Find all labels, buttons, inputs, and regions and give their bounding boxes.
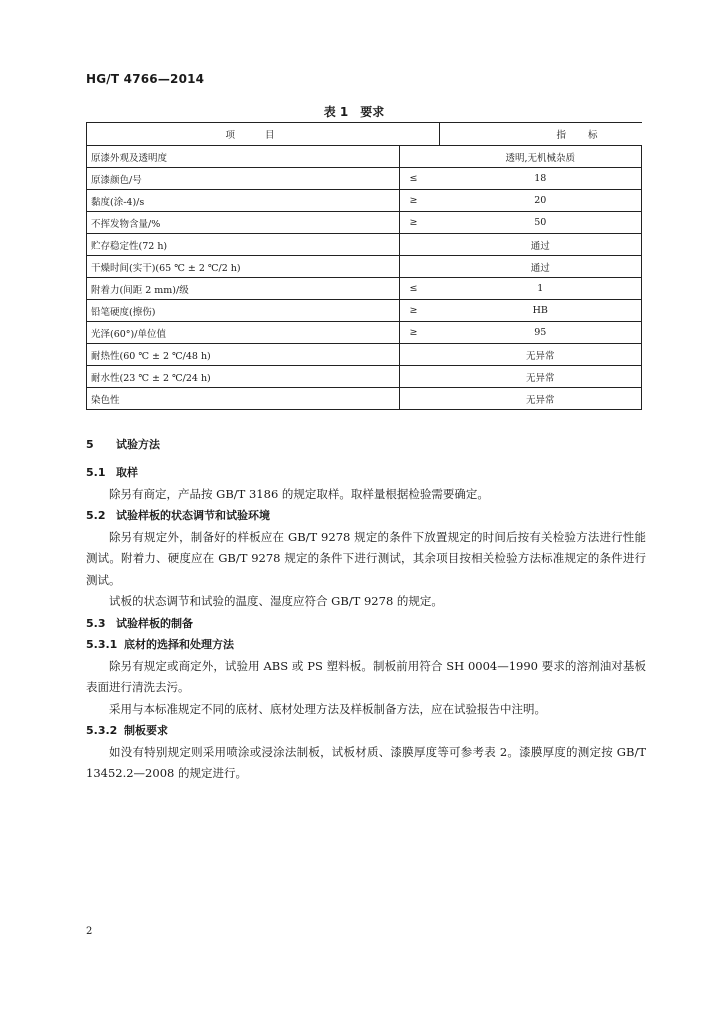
table-row bbox=[87, 366, 642, 388]
row-value: 通过 bbox=[440, 234, 642, 256]
heading-number: 5.1 bbox=[86, 466, 106, 479]
row-item: 贮存稳定性(72 h) bbox=[87, 234, 400, 256]
row-operator bbox=[400, 256, 440, 278]
heading-title: 取样 bbox=[116, 466, 138, 479]
row-value: 1 bbox=[440, 278, 642, 300]
row-value: 50 bbox=[440, 212, 642, 234]
table-row bbox=[87, 322, 642, 344]
row-value: 无异常 bbox=[440, 366, 642, 388]
row-operator: ≥ bbox=[400, 322, 440, 344]
paragraph: 采用与本标准规定不同的底材、底材处理方法及样板制备方法，应在试验报告中注明。 bbox=[109, 701, 546, 716]
table-row bbox=[87, 190, 642, 212]
row-operator bbox=[400, 388, 440, 410]
heading-number: 5.3.1 bbox=[86, 638, 118, 651]
standard-number: HG/T 4766—2014 bbox=[86, 72, 205, 86]
table-header-row bbox=[87, 123, 642, 146]
row-item: 光泽(60°)/单位值 bbox=[87, 322, 400, 344]
row-value: 18 bbox=[440, 168, 642, 190]
row-operator bbox=[400, 146, 440, 168]
row-operator bbox=[400, 344, 440, 366]
paragraph: 除另有规定或商定外，试验用 ABS 或 PS 塑料板。制板前用符合 SH 0004—1990 要求的溶剂油对基板表面进行清洗去污。 bbox=[86, 658, 646, 694]
heading-5-1 bbox=[86, 462, 646, 484]
heading-title: 制板要求 bbox=[124, 724, 168, 737]
row-item: 附着力(间距 2 mm)/级 bbox=[87, 278, 400, 300]
heading-5-2 bbox=[86, 505, 646, 527]
row-item: 干燥时间(实干)(65 ℃ ± 2 ℃/2 h) bbox=[87, 256, 400, 278]
table-row bbox=[87, 256, 642, 278]
paragraph: 除另有规定外，制备好的样板应在 GB/T 9278 规定的条件下放置规定的时间后按有关检验方法进行性能测试。附着力、硬度应在 GB/T 9278 规定的条件下进行测试，其余项目按相关检验方法标准规定的条件进行测试。 bbox=[86, 529, 646, 587]
row-value: 无异常 bbox=[440, 344, 642, 366]
row-value: 无异常 bbox=[440, 388, 642, 410]
row-operator: ≥ bbox=[400, 300, 440, 322]
table-row bbox=[87, 300, 642, 322]
table-row bbox=[87, 146, 642, 168]
row-operator bbox=[400, 234, 440, 256]
heading-5-3 bbox=[86, 613, 646, 635]
row-item: 铅笔硬度(擦伤) bbox=[87, 300, 400, 322]
table-row bbox=[87, 168, 642, 190]
row-operator: ≥ bbox=[400, 190, 440, 212]
heading-title: 底材的选择和处理方法 bbox=[124, 638, 234, 651]
section-5 bbox=[86, 434, 646, 456]
column-header-item: 项目 bbox=[87, 123, 440, 146]
heading-number: 5.3 bbox=[86, 616, 106, 630]
row-item: 原漆颜色/号 bbox=[87, 168, 400, 190]
table-row bbox=[87, 234, 642, 256]
paragraph: 除另有商定，产品按 GB/T 3186 的规定取样。取样量根据检验需要确定。 bbox=[109, 486, 489, 501]
page-number: 2 bbox=[86, 926, 93, 937]
heading-number: 5 bbox=[86, 438, 94, 451]
heading-5-3-2 bbox=[86, 720, 646, 742]
requirements-table bbox=[86, 122, 642, 410]
heading-title: 试验方法 bbox=[116, 438, 160, 451]
section-5-1-to-5-3-2 bbox=[86, 462, 646, 785]
row-operator: ≤ bbox=[400, 278, 440, 300]
row-operator: ≥ bbox=[400, 212, 440, 234]
row-operator bbox=[400, 366, 440, 388]
row-item: 原漆外观及透明度 bbox=[87, 146, 400, 168]
row-value: 通过 bbox=[440, 256, 642, 278]
table-row bbox=[87, 388, 642, 410]
row-value: HB bbox=[440, 300, 642, 322]
row-value: 95 bbox=[440, 322, 642, 344]
row-item: 耐水性(23 ℃ ± 2 ℃/24 h) bbox=[87, 366, 400, 388]
table-caption: 表 1 要求 bbox=[323, 105, 385, 119]
row-item: 黏度(涂-4)/s bbox=[87, 190, 400, 212]
table-row bbox=[87, 344, 642, 366]
paragraph: 试板的状态调节和试验的温度、湿度应符合 GB/T 9278 的规定。 bbox=[109, 594, 443, 608]
row-item: 不挥发物含量/% bbox=[87, 212, 400, 234]
row-value: 透明,无机械杂质 bbox=[440, 146, 642, 168]
table-row bbox=[87, 212, 642, 234]
heading-number: 5.3.2 bbox=[86, 724, 118, 737]
column-header-index: 指标 bbox=[440, 123, 642, 146]
table-row bbox=[87, 278, 642, 300]
row-operator: ≤ bbox=[400, 168, 440, 190]
row-item: 染色性 bbox=[87, 388, 400, 410]
heading-number: 5.2 bbox=[86, 509, 106, 522]
row-item: 耐热性(60 ℃ ± 2 ℃/48 h) bbox=[87, 344, 400, 366]
heading-5 bbox=[86, 434, 646, 456]
row-value: 20 bbox=[440, 190, 642, 212]
heading-title: 试验样板的制备 bbox=[116, 616, 193, 630]
heading-5-3-1 bbox=[86, 634, 646, 656]
paragraph: 如没有特别规定则采用喷涂或浸涂法制板，试板材质、漆膜厚度等可参考表 2。漆膜厚度的测定按 GB/T 13452.2—2008 的规定进行。 bbox=[86, 744, 646, 780]
heading-title: 试验样板的状态调节和试验环境 bbox=[116, 509, 270, 522]
